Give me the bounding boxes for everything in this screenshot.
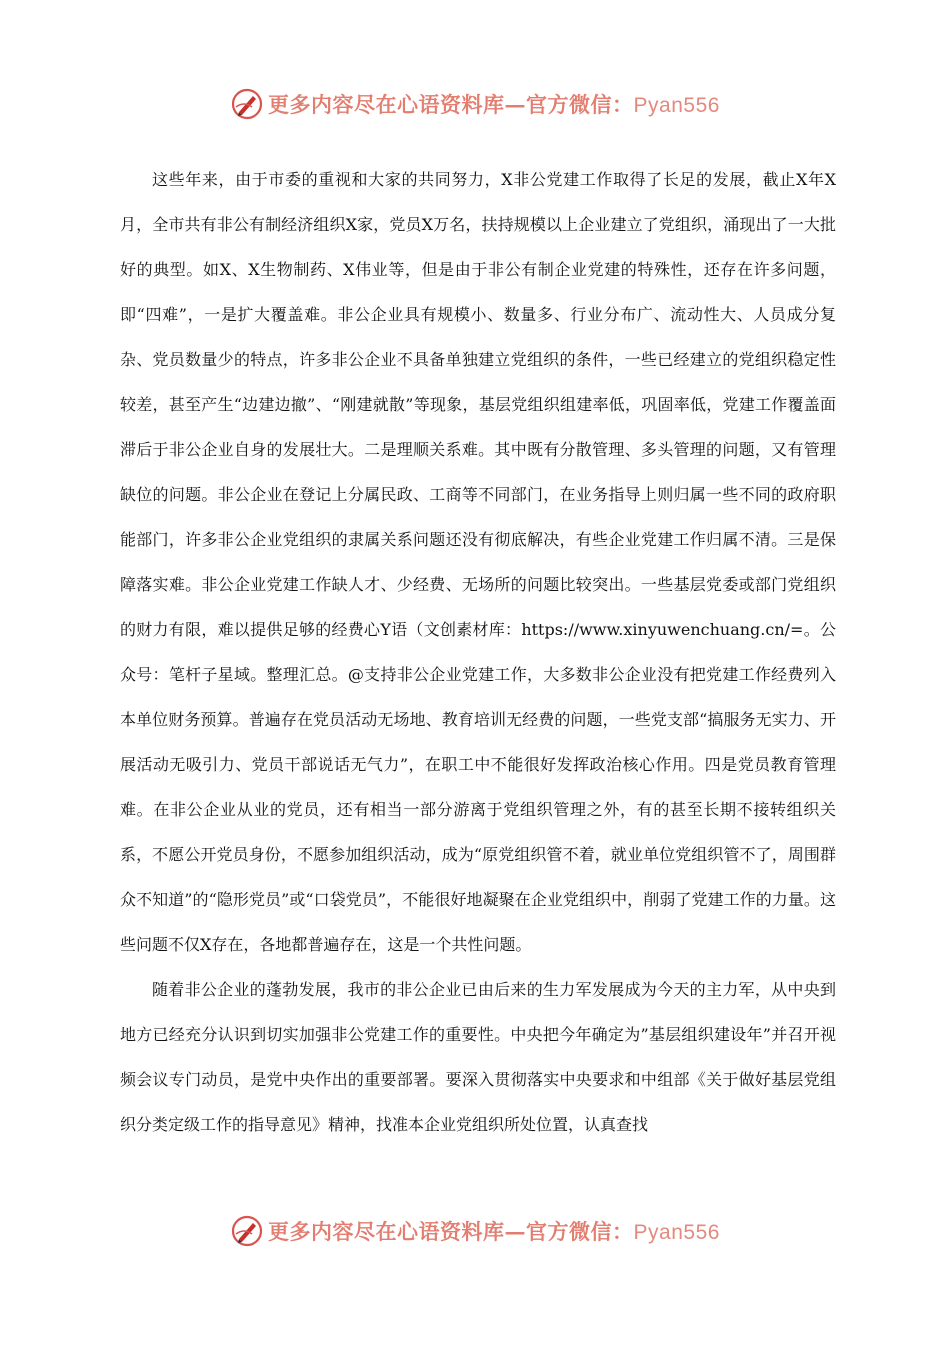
banner-text [268, 1216, 720, 1246]
paragraph-1: 这些年来，由于市委的重视和大家的共同努力，X非公党建工作取得了长足的发展，截止X年X月，全市共有非公有制经济组织X家，党员X万名，扶持规模以上企业建立了党组织，涌现出了一大批好的典型。如X、X生物制药、X伟业等，但是由于非公有制企业党建的特殊性，还存在许多问题，即“四难”，一是扩大覆盖难。非公企业具有规模小、数量多、行业分布广、流动性大、人员成分复杂、党员数量少的特点，许多非公企业不具备单独建立党组织的条件，一些已经建立的党组织稳定性较差，甚至产生“边建边撤”、“刚建就散”等现象，基层党组织组建率低，巩固率低，党建工作覆盖面滞后于非公企业自身的发展壮大。二是理顺关系难。其中既有分散管理、多头管理的问题，又有管理缺位的问题。非公企业在登记上分属民政、工商等不同部门，在业务指导上则归属一些不同的政府职能部门，许多非公企业党组织的隶属关系问题还没有彻底解决，有些企业党建工作归属不清。三是保障落实难。非公企业党建工作缺人才、少经费、无场所的问题比较突出。一些基层党委或部门党组织的财力有限，难以提供足够的经费心Y语（文创素材库：https://www.xinyuwenchuang.cn/=。公众号：笔杆子星域。整理汇总。@支持非公企业党建工作，大多数非公企业没有把党建工作经费列入本单位财务预算。普遍存在党员活动无场地、教育培训无经费的问题，一些党支部“搞服务无实力、开展活动无吸引力、党员干部说话无气力”，在职工中不能很好发挥政治核心作用。四是党员教育管理难。在非公企业从业的党员，还有相当一部分游离于党组织管理之外，有的甚至长期不接转组织关系，不愿公开党员身份，不愿参加组织活动，成为“原党组织管不着，就业单位党组织管不了，周围群众不知道”的“隐形党员”或“口袋党员”，不能很好地凝聚在企业党组织中，削弱了党建工作的力量。这些问题不仅X存在，各地都普遍存在，这是一个共性问题。 [120, 170, 836, 954]
pen-logo-icon [230, 1214, 264, 1248]
body-text [120, 157, 836, 1147]
footer-banner [0, 1211, 950, 1251]
banner-wechat-id: Pyan556 [633, 94, 720, 117]
banner-label: 更多内容尽在心语资料库—官方微信： [268, 92, 634, 117]
banner-wechat-id: Pyan556 [633, 1221, 720, 1244]
pen-logo-icon [230, 87, 264, 121]
banner-text [268, 89, 720, 119]
header-banner [0, 84, 950, 124]
paragraph-2: 随着非公企业的蓬勃发展，我市的非公企业已由后来的生力军发展成为今天的主力军，从中央到地方已经充分认识到切实加强非公党建工作的重要性。中央把今年确定为”基层组织建设年”并召开视频会议专门动员，是党中央作出的重要部署。要深入贯彻落实中央要求和中组部《关于做好基层党组织分类定级工作的指导意见》精神，找准本企业党组织所处位置，认真查找 [120, 980, 836, 1134]
banner-label: 更多内容尽在心语资料库—官方微信： [268, 1219, 634, 1244]
